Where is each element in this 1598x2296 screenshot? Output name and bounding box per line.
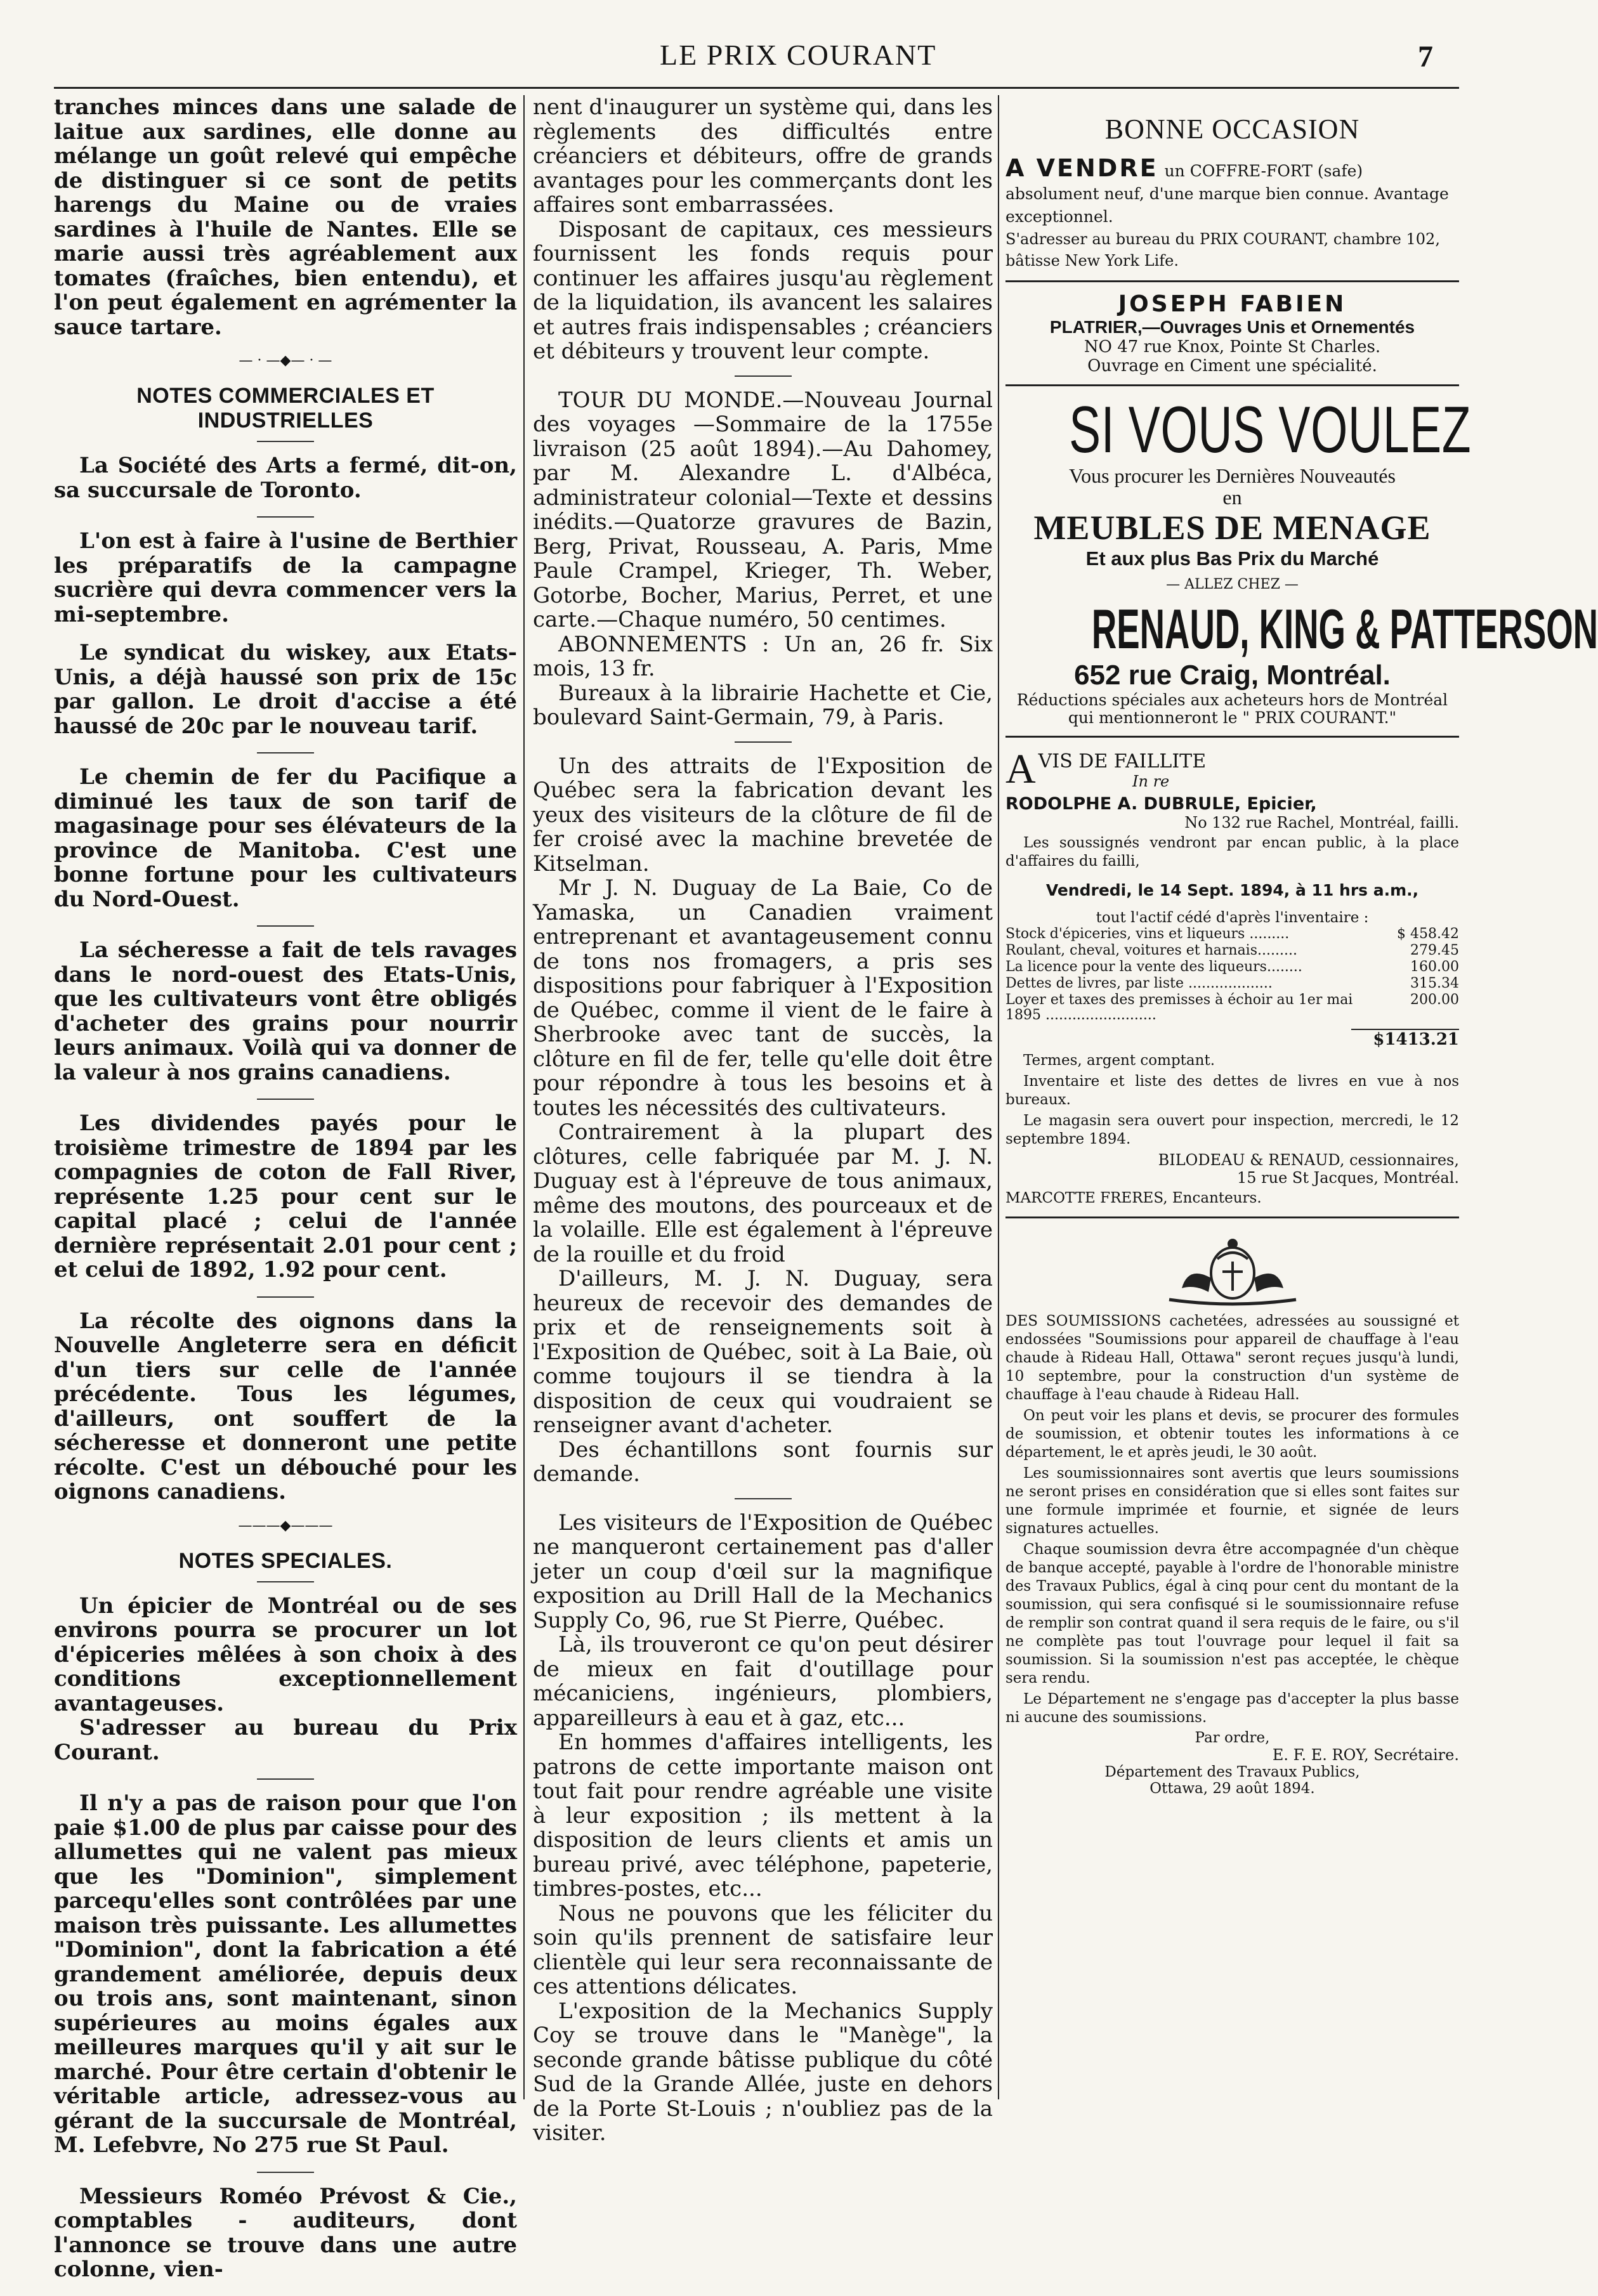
paragraph-text: En hommes d'affaires intelligents, les patrons de cette importante maison ont tout fait pour rendre agréable une visite à leur exposition ; ils mettent à la disposition de leurs clients et amis un bureau privé, avec téléphone, papeterie, timbres-postes, etc...	[533, 1730, 993, 1901]
notice-text: Chaque soumission devra être accompagnée d'un chèque de banque accepté, payable à l'ordre de l'honorable ministre des Travaux Publics, égal à cinq pour cent du montant de la soumission, qui sera confisqué si le soumissionnaire refuse de remplir son contrat quand il sera requis de le faire, ou s'il ne complète pas tout l'ouvrage pour lequel il fait sa soumission. Si la soumission n'est pas acceptée, le chèque sera rendu.	[1005, 1541, 1459, 1686]
news-item	[54, 1111, 517, 1282]
page-header	[0, 38, 1514, 76]
short-rule	[257, 441, 314, 442]
notice-text: Le Département ne s'engage pas d'accepter la plus basse ni aucune des soumissions.	[1005, 1691, 1459, 1726]
department-name: Département des Travaux Publics,	[1104, 1764, 1360, 1780]
table-row	[1005, 926, 1459, 943]
page-number: 7	[1418, 40, 1433, 74]
inventory-item: Roulant, cheval, voitures et harnais.........	[1005, 943, 1297, 958]
news-text: La récolte des oignons dans la Nouvelle Angleterre sera en déficit d'un tiers sur celle de l'année précédente. Tous les légumes, d'ailleurs, ont souffert de la sécheresse et donneront une petite récolte. C'est un débouché pour les oignons canadiens.	[54, 1308, 517, 1504]
ad-text: un COFFRE-FORT (safe) absolument neuf, d'une marque bien connue. Avantage exceptionnel.	[1005, 162, 1449, 226]
advertiser-trade: PLATRIER,—Ouvrages Unis et Ornementés	[1049, 317, 1415, 337]
avis-de-faillite	[1005, 746, 1459, 1208]
paragraph-text: Bureaux à la librairie Hachette et Cie, boulevard Saint-Germain, 79, à Paris.	[533, 680, 993, 730]
a-vendre-heading: A VENDRE	[1005, 154, 1158, 182]
inventory-amount: $ 458.42	[1397, 926, 1459, 942]
inventory-item: Stock d'épiceries, vins et liqueurs .........	[1005, 926, 1290, 942]
notice-text: Par ordre,	[1195, 1730, 1270, 1746]
ornament-divider: — · —◆— · —	[239, 353, 332, 369]
ad-title: BONNE OCCASION	[1104, 114, 1360, 145]
in-re-label: In re	[1132, 773, 1170, 790]
ornament-divider: ———◆———	[238, 1517, 333, 1534]
coat-of-arms-icon	[1156, 1234, 1309, 1310]
header-rule	[54, 87, 1459, 89]
article-text: tranches minces dans une salade de laitue aux sardines, elle donne au mélange un goût relevé qui empêche de distinguer si ce sont de petits harengs du Maine ou de vraies sardines à l'huile de Nantes. Elle se marie aussi très agréablement aux tomates (fraîches, bien entendu), et l'on peut également en agrémenter la sauce tartare.	[54, 95, 517, 340]
advertiser-address: NO 47 rue Knox, Pointe St Charles.	[1084, 337, 1381, 356]
assignee-name: BILODEAU & RENAUD, cessionnaires,	[1158, 1151, 1459, 1169]
inventory-amount: 279.45	[1410, 943, 1459, 958]
news-text: La Société des Arts a fermé, dit-on, sa succursale de Toronto.	[54, 453, 517, 503]
ad-bonne-occasion	[1005, 113, 1459, 271]
paragraph-text: Des échantillons sont fournis sur demande.	[533, 1437, 993, 1487]
table-row	[1005, 943, 1459, 959]
news-text: L'on est à faire à l'usine de Berthier les préparatifs de la campagne sucrière qui devra commencer vers la mi-septembre.	[54, 528, 517, 627]
short-rule	[257, 516, 314, 518]
short-rule	[257, 1099, 314, 1100]
notice-text: On peut voir les plans et devis, se procurer des formules de soumission, et obtenir toutes les informations à ce département, le et après jeudi, le 30 août.	[1005, 1407, 1459, 1461]
assignee-address: 15 rue St Jacques, Montréal.	[1236, 1169, 1459, 1187]
special-text: S'adresser au bureau du Prix Courant.	[54, 1715, 517, 1765]
notice-text: Inventaire et liste des dettes de livres en vue à nos bureaux.	[1005, 1073, 1459, 1108]
notice-date: Ottawa, 29 août 1894.	[1149, 1780, 1315, 1797]
section-title-notes-speciales: NOTES SPECIALES.	[178, 1548, 393, 1573]
news-text: Les dividendes payés pour le troisième trimestre de 1894 par les compagnies de coton de Fall River, représente 1.25 pour cent sur le capital placé ; celui de l'année dernière représentait 2.01 pour cent ; et celui de 1892, 1.92 pour cent.	[54, 1111, 517, 1282]
news-text: Le syndicat du wiskey, aux Etats-Unis, a déjà haussé son prix de 15c par gallon. Le droit d'accise a été haussé de 20c par le nouveau tarif.	[54, 640, 517, 739]
short-rule	[257, 2172, 314, 2173]
table-row	[1005, 959, 1459, 975]
advertiser-name: JOSEPH FABIEN	[1118, 291, 1347, 317]
advertiser-specialty: Ouvrage en Ciment une spécialité.	[1087, 356, 1377, 375]
column-divider-1	[523, 95, 525, 2099]
notice-text: Les soussignés vendront par encan public, à la place d'affaires du failli,	[1005, 835, 1459, 870]
paragraph-text: L'exposition de la Mechanics Supply Coy se trouve dans le "Manège", la seconde grande bâtisse publique du côté Sud de la Grande Allée, juste en dehors de la Porte St-Louis ; n'oubliez pas de la visiter.	[533, 1998, 993, 2146]
ad-text: S'adresser au bureau du PRIX COURANT, chambre 102, bâtisse New York Life.	[1005, 230, 1440, 270]
column-3-advertisements	[1005, 95, 1598, 1797]
newspaper-title: LE PRIX COURANT	[660, 39, 937, 71]
news-item	[54, 765, 517, 911]
section-title-notes-commerciales: NOTES COMMERCIALES ET INDUSTRIELLES	[136, 384, 435, 433]
ad-joseph-fabien	[1005, 291, 1459, 375]
ad-text: — ALLEZ CHEZ —	[1166, 577, 1299, 592]
inventory-total: $1413.21	[1351, 1029, 1459, 1049]
news-item	[54, 453, 517, 502]
notice-text: Le magasin sera ouvert pour inspection, mercredi, le 12 septembre 1894.	[1005, 1112, 1459, 1147]
inventory-item: Dettes de livres, par liste ...................	[1005, 975, 1273, 991]
news-text: Le chemin de fer du Pacifique a diminué les taux de son tarif de magasinage pour ses élévateurs de la province de Manitoba. C'est une bonne fortune pour les cultivateurs du Nord-Ouest.	[54, 764, 517, 912]
special-text: Messieurs Roméo Prévost & Cie., comptables - auditeurs, dont l'annonce se trouve dans une autre colonne, vien-	[54, 2183, 517, 2282]
signatory: E. F. E. ROY, Secrétaire.	[1272, 1746, 1459, 1764]
paragraph-text: TOUR DU MONDE.—Nouveau Journal des voyages —Sommaire de la 1755e livraison (25 août 1894).—Au Dahomey, par M. Alexandre L. d'Albéca, administrateur colonial—Texte et dessins inédits.—Quatorze gravures de Bazin, Berg, Privat, Rousseau, A. Paris, Mme Paule Crampel, Krieger, Th. Weber, Gotorbe, Bocher, Marius, Perret, et une carte.—Chaque numéro, 50 centimes.	[533, 387, 993, 632]
notice-title	[1005, 746, 1459, 792]
auctioneer-name: MARCOTTE FRERES, Encanteurs.	[1005, 1190, 1262, 1206]
special-text: Un épicier de Montréal ou de ses environs pourra se procurer un lot d'épiceries mêlées à son choix à des conditions exceptionnellement avantageuses.	[54, 1593, 517, 1716]
debtor-name: RODOLPHE A. DUBRULE, Epicier,	[1005, 794, 1317, 814]
notice-text: Termes, argent comptant.	[1023, 1052, 1215, 1069]
inventory-amount: 315.34	[1410, 975, 1459, 991]
ad-renaud-king	[1005, 393, 1598, 727]
article-paragraph	[533, 95, 993, 364]
short-rule	[257, 752, 314, 753]
paragraph-text: Contrairement à la plupart des clôtures, celle fabriquée par M. J. N. Duguay est à l'épreuve de tous animaux, même des moutons, des pourceaux et de la volaille. Elle est également à l'épreuve de la rouille et du froid	[533, 1119, 993, 1267]
ad-text: Réductions spéciales aux acheteurs hors de Montréal qui mentionneront le " PRIX COURANT."	[1016, 691, 1448, 727]
inventory-amount: 200.00	[1410, 992, 1459, 1008]
ad-body	[1005, 154, 1459, 228]
ad-headline: SI VOUS VOULEZ	[1069, 393, 1472, 467]
ad-separator	[1005, 280, 1459, 282]
short-rule	[735, 741, 792, 743]
inventory-item: Loyer et taxes des premisses à échoir au 1er mai 1895 .........................	[1005, 992, 1353, 1023]
inventory-item: La licence pour la vente des liqueurs........	[1005, 959, 1302, 975]
inventory-amount: 160.00	[1410, 959, 1459, 975]
short-rule	[257, 1778, 314, 1780]
short-rule	[257, 1581, 314, 1582]
inventory-table	[1005, 926, 1459, 1024]
paragraph-text: Disposant de capitaux, ces messieurs fournissent les fonds requis pour continuer les affaires jusqu'au règlement de la liquidation, ils avancent les salaires et autres frais indispensables ; créanciers et débiteurs y trouvent leur compte.	[533, 216, 993, 364]
short-rule	[735, 1498, 792, 1499]
paragraph-text: ABONNEMENTS : Un an, 26 fr. Six mois, 13 fr.	[533, 631, 993, 681]
news-text: La sécheresse a fait de tels ravages dans le nord-ouest des Etats-Unis, que les cultivateurs vont être obligés d'acheter des grains pour nourrir leurs animaux. Voilà qui va donner de la valeur à nos grains canadiens.	[54, 937, 517, 1085]
ad-subheadline: MEUBLES DE MENAGE	[1033, 509, 1431, 547]
exposition-article	[533, 754, 993, 1487]
ad-separator	[1005, 1216, 1459, 1218]
special-text: Il n'y a pas de raison pour que l'on paie $1.00 de plus par caisse pour des allumettes qui ne valent pas mieux que les "Dominion", simplement parcequ'elles sont contrôlées par une maison très puissante. Les allumettes "Dominion", dont la fabrication a été grandement améliorée, depuis deux ou trois ans, sont maintenant, sinon supérieures au moins égales aux meilleures marques qu'il y ait sur le marché. Pour être certain d'obtenir le véritable article, adressez-vous au gérant de la succursale de Montréal, M. Lefebvre, No 275 rue St Paul.	[54, 1790, 517, 2158]
debtor-address: No 132 rue Rachel, Montréal, failli.	[1184, 814, 1459, 832]
short-rule	[257, 1296, 314, 1298]
tour-du-monde	[533, 388, 993, 730]
news-item	[54, 1309, 517, 1504]
paragraph-text: Un des attraits de l'Exposition de Québec sera la fabrication devant les yeux des visiteurs de la clôture de fil de fer croisé avec la machine brevetée de Kitselman.	[533, 753, 993, 877]
ad-text: Vous procurer les Dernières Nouveautés en	[1069, 464, 1396, 509]
ad-separator	[1005, 736, 1459, 738]
short-rule	[735, 375, 792, 377]
notice-text: DES SOUMISSIONS cachetées, adressées au soussigné et endossées "Soumissions pour appareil de chauffage à l'eau chaude à Rideau Hall, Ottawa" seront reçues jusqu'à lundi, 10 septembre, pour la construction d'un système de chauffage à l'eau chaude à Rideau Hall.	[1005, 1313, 1459, 1403]
article-sardines-end	[54, 95, 517, 339]
table-row	[1005, 992, 1459, 1024]
news-item	[54, 641, 517, 738]
notice-text: Les soumissionnaires sont avertis que leurs soumissions ne seront prises en considération que si elles sont faites sur une formule imprimée et fournie, et signée de leurs signatures actuelles.	[1005, 1465, 1459, 1537]
short-rule	[257, 925, 314, 927]
paragraph-text: Nous ne pouvons que les féliciter du soin qu'ils prennent de satisfaire leur clientèle qui leur sera reconnaissante de ces attentions délicates.	[533, 1900, 993, 1999]
column-divider-2	[998, 95, 999, 2099]
mechanics-supply-article	[533, 1511, 993, 2146]
advertiser-address: 652 rue Craig, Montréal.	[1074, 660, 1391, 691]
ad-text: Et aux plus Bas Prix du Marché	[1085, 547, 1379, 570]
table-row	[1005, 975, 1459, 992]
advertiser-name: RENAUD, KING & PATTERSON	[1091, 597, 1598, 660]
special-note	[54, 1791, 517, 2158]
sale-date: Vendredi, le 14 Sept. 1894, à 11 hrs a.m.,	[1045, 881, 1419, 899]
news-item	[54, 938, 517, 1085]
paragraph-text: Mr J. N. Duguay de La Baie, Co de Yamaska, un Canadien vraiment entreprenant et avantageusement connu de tons nos fromagers, a pris ses dispositions pour fabriquer à l'Exposition de Québec, comme il vient de le faire à Sherbrooke avec tant de succès, la clôture en fil de fer, telle qu'elle doit être pour répondre à tous les besoins et à toutes les nécessités des cultivateurs.	[533, 875, 993, 1121]
paragraph-text: D'ailleurs, M. J. N. Duguay, sera heureux de recevoir des demandes de prix et de renseignements soit à l'Exposition de Québec, soit à La Baie, où comme toujours il se tiendra à la disposition de ceux qui voudraient se renseigner avant d'acheter.	[533, 1266, 993, 1438]
paragraph-text: Les visiteurs de l'Exposition de Québec ne manqueront certainement pas d'aller jeter un coup d'œil sur la magnifique exposition au Drill Hall de la Mechanics Supply Co, 96, rue St Pierre, Québec.	[533, 1510, 993, 1633]
notice-text: tout l'actif cédé d'après l'inventaire :	[1096, 910, 1369, 926]
special-note	[54, 2184, 517, 2282]
news-item	[54, 529, 517, 627]
drop-cap: A	[1005, 746, 1036, 792]
soumissions-notice	[1005, 1312, 1459, 1797]
column-1	[54, 95, 517, 2296]
special-note	[54, 1594, 517, 1765]
paragraph-text: nent d'inaugurer un système qui, dans les règlements des difficultés entre créanciers et débiteurs, offre de grands avantages pour les commerçants dont les affaires sont embarrassées.	[533, 95, 993, 218]
paragraph-text: Là, ils trouveront ce qu'on peut désirer de mieux en fait d'outillage pour mécaniciens, ingénieurs, plombiers, appareilleurs à eau et à gaz, etc...	[533, 1632, 993, 1731]
ad-separator	[1005, 384, 1459, 386]
notice-title-text: VIS DE FAILLITE	[1038, 750, 1207, 773]
column-2	[533, 95, 993, 2157]
